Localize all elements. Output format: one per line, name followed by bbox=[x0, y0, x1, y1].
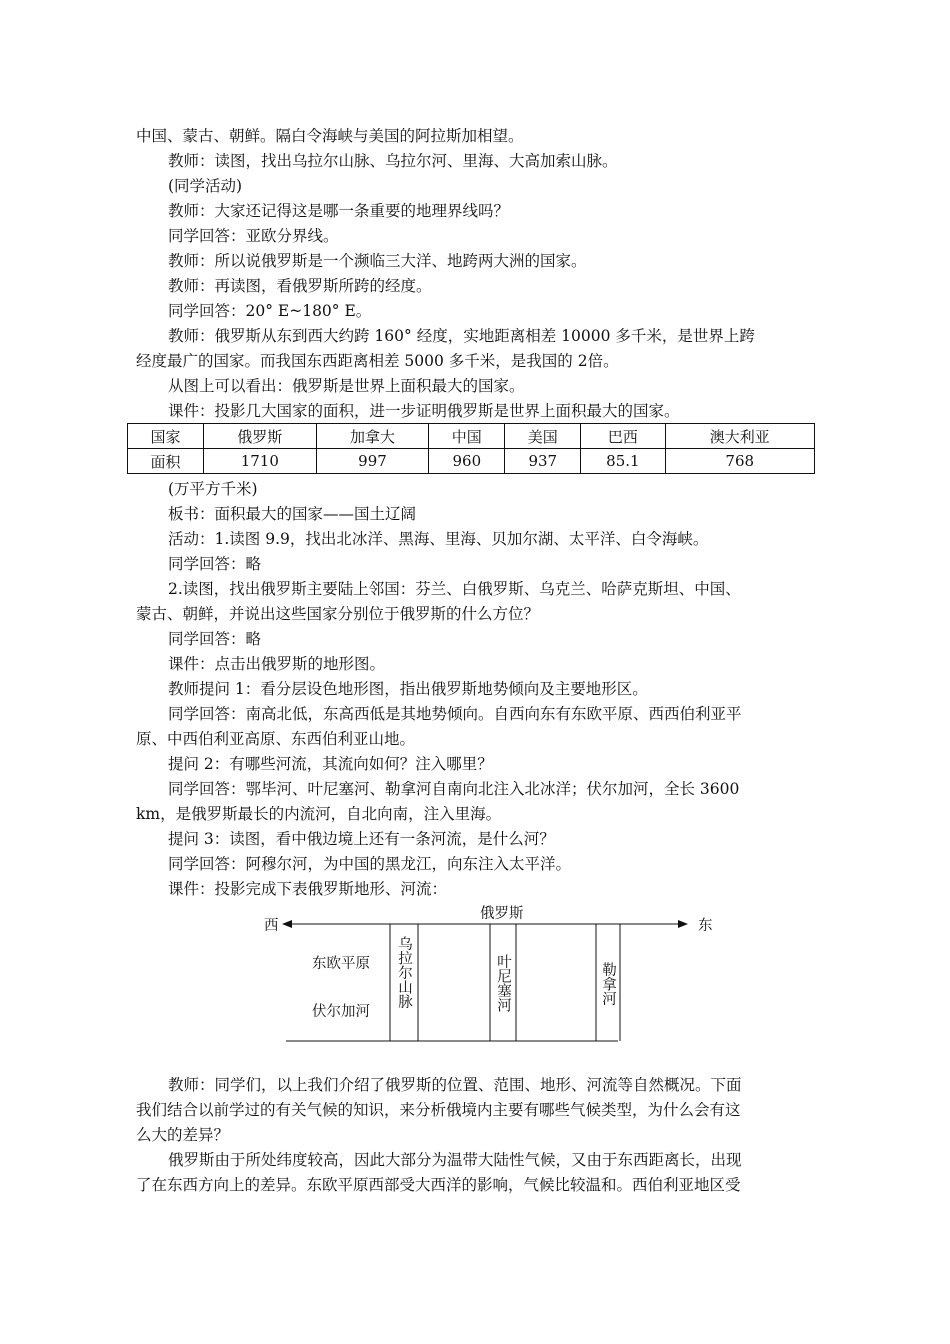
question-line: 提问 2：有哪些河流，其流向如何？注入哪里？ bbox=[168, 755, 493, 773]
yenisei-river-label: 叶尼塞河 bbox=[495, 954, 511, 1012]
unit-note: (万平方千米) bbox=[168, 480, 258, 498]
diagram-lines bbox=[258, 904, 718, 1044]
diagram-title: 俄罗斯 bbox=[480, 906, 524, 922]
lena-river-label: 勒拿河 bbox=[600, 962, 616, 1006]
paragraph-line: 经度最广的国家。而我国东西距离相差 5000 多千米，是我国的 2倍。 bbox=[136, 352, 619, 370]
table-cell: 面积 bbox=[128, 449, 204, 474]
table-cell: 巴西 bbox=[581, 424, 665, 449]
table-cell: 960 bbox=[429, 449, 505, 474]
paragraph-line: km，是俄罗斯最长的内流河，自北向南，注入里海。 bbox=[136, 805, 502, 823]
table-cell: 768 bbox=[665, 449, 815, 474]
east-label: 东 bbox=[698, 918, 713, 934]
table-cell: 澳大利亚 bbox=[665, 424, 815, 449]
table-cell: 俄罗斯 bbox=[203, 424, 316, 449]
courseware-line: 课件：投影几大国家的面积，进一步证明俄罗斯是世界上面积最大的国家。 bbox=[168, 402, 680, 420]
teacher-line: 教师：所以说俄罗斯是一个濒临三大洋、地跨两大洲的国家。 bbox=[168, 252, 587, 270]
west-arrowhead bbox=[282, 920, 292, 928]
table-cell: 中国 bbox=[429, 424, 505, 449]
table-cell: 美国 bbox=[505, 424, 581, 449]
paragraph-line: 了在东西方向上的差异。东欧平原西部受大西洋的影响，气候比较温和。西伯利亚地区受 bbox=[136, 1176, 741, 1194]
student-line: 同学回答：亚欧分界线。 bbox=[168, 227, 339, 245]
table-row bbox=[128, 449, 815, 474]
table-cell: 1710 bbox=[203, 449, 316, 474]
terrain-river-diagram bbox=[258, 904, 718, 1044]
teacher-line: 教师：俄罗斯从东到西大约跨 160° 经度，实地距离相差 10000 多千米，是世界上跨 bbox=[168, 327, 755, 345]
east-arrowhead bbox=[678, 920, 688, 928]
table-cell: 加拿大 bbox=[316, 424, 429, 449]
table-cell: 85.1 bbox=[581, 449, 665, 474]
courseware-line: 课件：点击出俄罗斯的地形图。 bbox=[168, 655, 386, 673]
east-european-plain-label: 东欧平原 bbox=[312, 956, 370, 972]
ural-mountains-label: 乌拉尔山脉 bbox=[396, 936, 412, 1009]
paragraph-line: 我们结合以前学过的有关气候的知识，来分析俄境内主要有哪些气候类型，为什么会有这 bbox=[136, 1101, 741, 1119]
paragraph-line: 中国、蒙古、朝鲜。隔白令海峡与美国的阿拉斯加相望。 bbox=[136, 127, 524, 145]
activity-line: 活动：1.读图 9.9，找出北冰洋、黑海、里海、贝加尔湖、太平洋、白令海峡。 bbox=[168, 530, 709, 548]
activity-line: 2.读图，找出俄罗斯主要陆上邻国：芬兰、白俄罗斯、乌克兰、哈萨克斯坦、中国、 bbox=[168, 580, 741, 598]
student-line: 同学回答：阿穆尔河，为中国的黑龙江，向东注入太平洋。 bbox=[168, 855, 572, 873]
student-line: 同学回答：略 bbox=[168, 630, 262, 648]
table-cell: 国家 bbox=[128, 424, 204, 449]
country-area-table bbox=[127, 423, 815, 474]
paragraph-line: 俄罗斯由于所处纬度较高，因此大部分为温带大陆性气候，又由于东西距离长，出现 bbox=[168, 1151, 742, 1169]
table-cell: 997 bbox=[316, 449, 429, 474]
teacher-line: 教师：读图，找出乌拉尔山脉、乌拉尔河、里海、大高加索山脉。 bbox=[168, 152, 618, 170]
paragraph-line: 蒙古、朝鲜，并说出这些国家分别位于俄罗斯的什么方位？ bbox=[136, 605, 540, 623]
question-line: 提问 3：读图，看中俄边境上还有一条河流，是什么河？ bbox=[168, 830, 555, 848]
paragraph-line: 原、中西伯利亚高原、东西伯利亚山地。 bbox=[136, 730, 416, 748]
teacher-line: 教师：再读图，看俄罗斯所跨的经度。 bbox=[168, 277, 432, 295]
volga-river-label: 伏尔加河 bbox=[312, 1004, 370, 1020]
teacher-line: 教师提问 1：看分层设色地形图，指出俄罗斯地势倾向及主要地形区。 bbox=[168, 680, 648, 698]
table-row bbox=[128, 424, 815, 449]
teacher-line: 教师：大家还记得这是哪一条重要的地理界线吗？ bbox=[168, 202, 510, 220]
student-line: 同学回答：20° E~180° E。 bbox=[168, 302, 372, 320]
paragraph-line: 从图上可以看出：俄罗斯是世界上面积最大的国家。 bbox=[168, 377, 525, 395]
board-line: 板书：面积最大的国家——国土辽阔 bbox=[168, 505, 417, 523]
west-label: 西 bbox=[264, 918, 279, 934]
courseware-line: 课件：投影完成下表俄罗斯地形、河流： bbox=[168, 880, 448, 898]
table-cell: 937 bbox=[505, 449, 581, 474]
paragraph-line: 么大的差异？ bbox=[136, 1126, 230, 1144]
activity-note: (同学活动) bbox=[168, 177, 243, 195]
student-line: 同学回答：南高北低，东高西低是其地势倾向。自西向东有东欧平原、西西伯利亚平 bbox=[168, 705, 742, 723]
student-line: 同学回答：略 bbox=[168, 555, 262, 573]
teacher-line: 教师：同学们，以上我们介绍了俄罗斯的位置、范围、地形、河流等自然概况。下面 bbox=[168, 1076, 742, 1094]
student-line: 同学回答：鄂毕河、叶尼塞河、勒拿河自南向北注入北冰洋；伏尔加河，全长 3600 bbox=[168, 780, 740, 798]
